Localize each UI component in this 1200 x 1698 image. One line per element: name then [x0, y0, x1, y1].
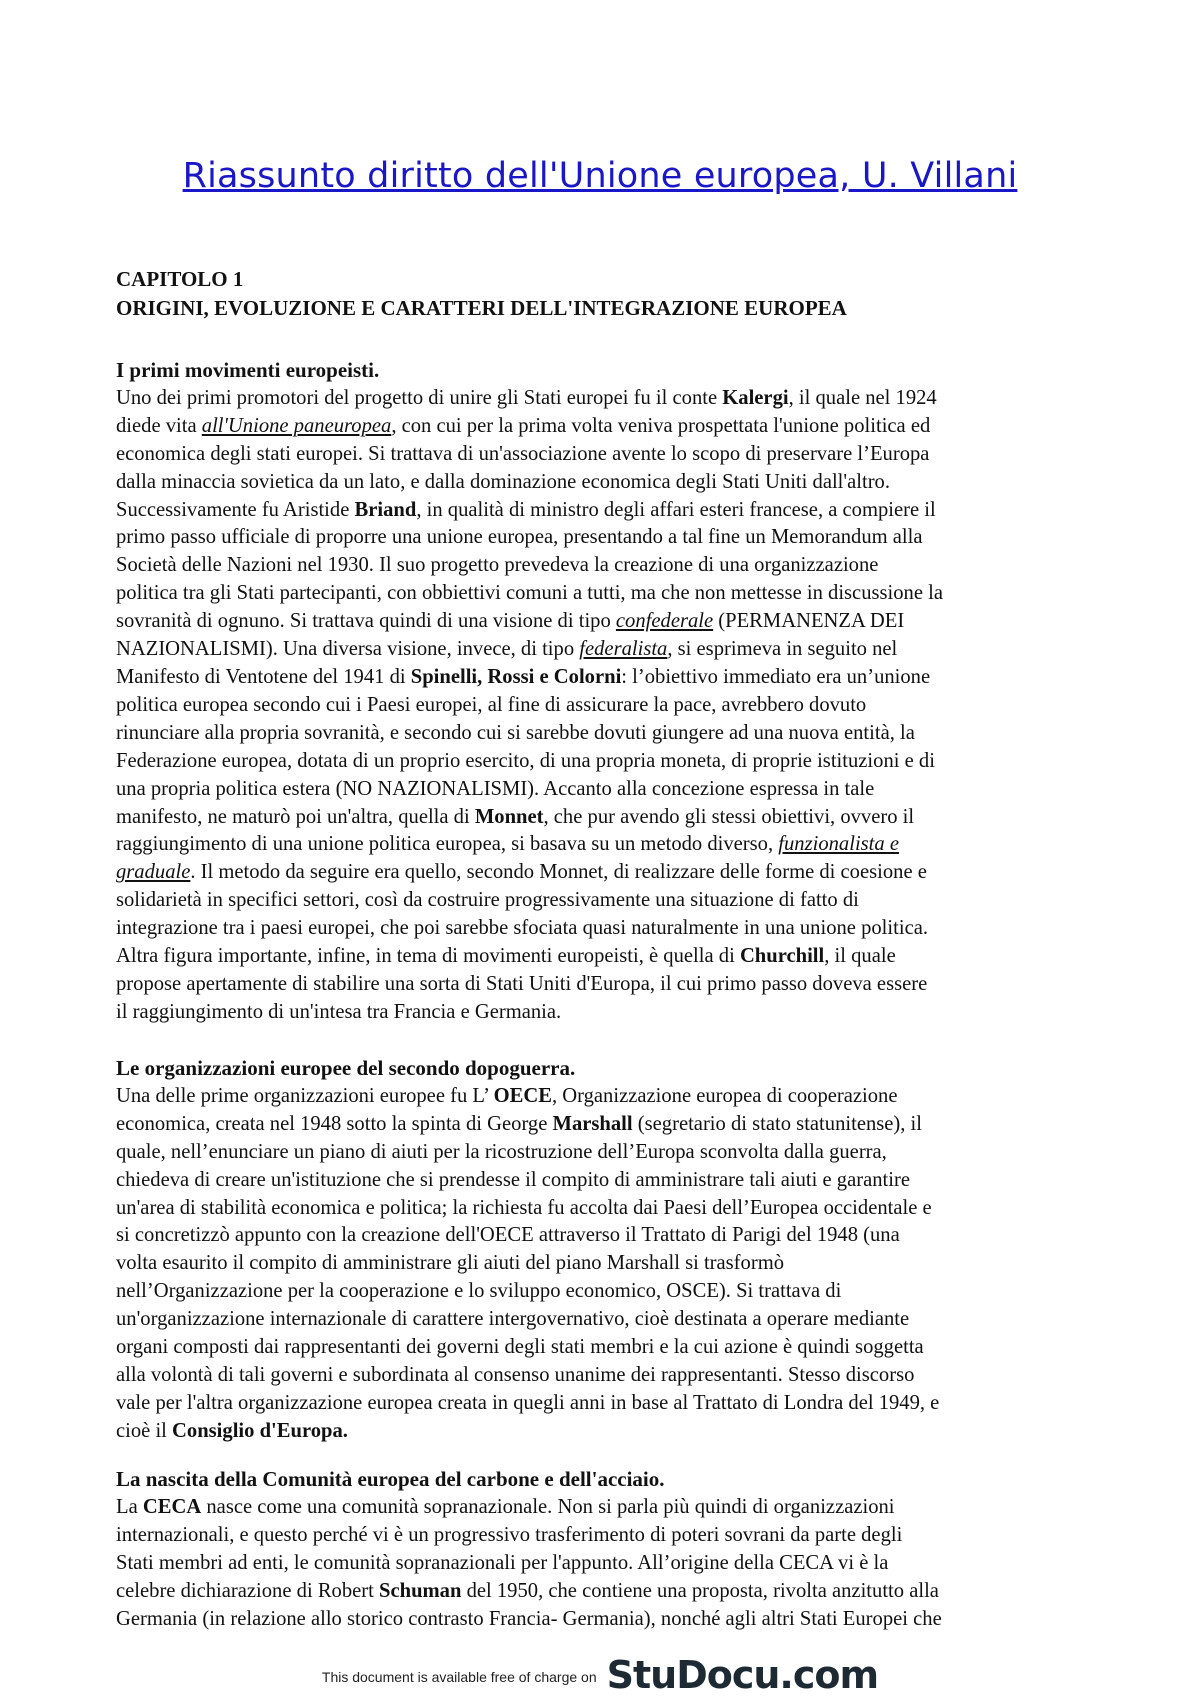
- text-line: [116, 441, 1096, 469]
- text-line: [116, 831, 1096, 859]
- emphasis-term: all'Unione paneuropea: [201, 414, 392, 437]
- text-run: La: [116, 1495, 143, 1518]
- text-line: [116, 859, 1096, 887]
- text-line: [116, 469, 1096, 497]
- text-line: [116, 1578, 1096, 1606]
- footer-text: This document is available free of charge on: [321, 1669, 597, 1685]
- text-run: , in qualità di ministro degli affari esteri francese, a compiere il: [416, 498, 936, 521]
- text-run: cioè il: [116, 1419, 173, 1442]
- text-run: Stati membri ad enti, le comunità sopranazionali per l'appunto. All’origine della CECA vi è la: [116, 1551, 889, 1574]
- text-line: [116, 580, 1096, 608]
- text-line: [116, 1522, 1096, 1550]
- text-run: Successivamente fu Aristide: [116, 498, 355, 521]
- section-nascita-ceca: [116, 1466, 1096, 1633]
- section-paragraph: [116, 385, 1096, 1027]
- text-line: [116, 413, 1096, 441]
- text-run: solidarietà in specifici settori, così da costruire progressivamente una situazione di fatto di: [116, 889, 859, 912]
- section-primi-movimenti: [116, 357, 1096, 1027]
- text-run: politica tra gli Stati partecipanti, con obbiettivi comuni a tutti, ma che non mettesse in discussione la: [116, 582, 943, 605]
- text-run: NAZIONALISMI). Una diversa visione, invece, di tipo: [116, 638, 580, 661]
- section-heading: I primi movimenti europeisti.: [116, 358, 380, 382]
- text-run: vale per l'altra organizzazione europea creata in quegli anni in base al Trattato di Londra del 1949, e: [116, 1391, 940, 1414]
- text-line: [116, 776, 1096, 804]
- text-run: , che pur avendo gli stessi obiettivi, ovvero il: [543, 805, 915, 828]
- text-run: propose apertamente di stabilire una sorta di Stati Uniti d'Europa, il cui primo passo doveva essere: [116, 972, 928, 995]
- text-run: celebre dichiarazione di Robert: [116, 1579, 380, 1602]
- text-run: . Il metodo da seguire era quello, secondo Monnet, di realizzare delle forme di coesione e: [190, 861, 927, 884]
- text-line: [116, 971, 1096, 999]
- text-line: [116, 1195, 1096, 1223]
- section-paragraph: [116, 1494, 1096, 1634]
- text-line: [116, 385, 1096, 413]
- text-run: nell’Organizzazione per la cooperazione e lo sviluppo economico, OSCE). Si trattava di: [116, 1280, 842, 1303]
- text-run: Uno dei primi promotori del progetto di unire gli Stati europei fu il conte: [116, 386, 723, 409]
- text-line: [116, 887, 1096, 915]
- text-run: sovranità di ognuno. Si trattava quindi di una visione di tipo: [116, 610, 616, 633]
- document-title[interactable]: Riassunto diritto dell'Unione europea, U. Villani: [182, 156, 1018, 196]
- text-run: integrazione tra i paesi europei, che poi sarebbe sfociata quasi naturalmente in una unione politica.: [116, 917, 928, 940]
- text-run: quale, nell’enunciare un piano di aiuti per la ricostruzione dell’Europa sconvolta dalla guerra,: [116, 1140, 887, 1163]
- studocu-logo[interactable]: StuDocu.com: [606, 1653, 879, 1697]
- footer-banner: [0, 1652, 1200, 1698]
- text-line: [116, 1606, 1096, 1634]
- text-line: [116, 943, 1096, 971]
- bold-term: Marshall: [552, 1112, 633, 1135]
- text-run: economica, creata nel 1948 sotto la spinta di George: [116, 1112, 553, 1135]
- text-line: [116, 1334, 1096, 1362]
- chapter-number: CAPITOLO 1: [116, 267, 244, 291]
- section-organizzazioni-europee: [116, 1055, 1096, 1446]
- text-run: diede vita: [116, 414, 202, 437]
- text-run: Società delle Nazioni nel 1930. Il suo progetto prevedeva la creazione di una organizzazione: [116, 554, 879, 577]
- text-line: [116, 1083, 1096, 1111]
- text-run: organi composti dai rappresentanti dei governi degli stati membri e la cui azione è quindi soggetta: [116, 1336, 924, 1359]
- text-run: , Organizzazione europea di cooperazione: [551, 1084, 898, 1107]
- text-line: [116, 552, 1096, 580]
- text-line: [116, 1306, 1096, 1334]
- text-line: [116, 1250, 1096, 1278]
- section-paragraph: [116, 1083, 1096, 1446]
- text-line: [116, 497, 1096, 525]
- chapter-heading: [116, 265, 1096, 323]
- text-run: chiedeva di creare un'istituzione che si prendesse il compito di amministrare tali aiuti e garantire: [116, 1168, 910, 1191]
- text-line: [116, 748, 1096, 776]
- text-line: [116, 1550, 1096, 1578]
- text-line: [116, 1390, 1096, 1418]
- text-line: [116, 1139, 1096, 1167]
- emphasis-term: federalista: [579, 638, 668, 661]
- text-run: un'organizzazione internazionale di carattere intergovernativo, cioè destinata a operare mediante: [116, 1308, 910, 1331]
- text-run: , con cui per la prima volta veniva prospettata l'unione politica ed: [391, 414, 931, 437]
- text-line: [116, 1362, 1096, 1390]
- text-run: manifesto, ne maturò poi un'altra, quella di: [116, 805, 475, 828]
- text-run: dalla minaccia sovietica da un lato, e dalla dominazione economica degli Stati Uniti dall'altro.: [116, 470, 890, 493]
- bold-term: Briand: [354, 498, 417, 521]
- text-run: una propria politica estera (NO NAZIONALISMI). Accanto alla concezione espressa in tale: [116, 777, 875, 800]
- text-run: Manifesto di Ventotene del 1941 di: [116, 665, 411, 688]
- text-line: [116, 636, 1096, 664]
- text-run: , il quale nel 1924: [788, 386, 937, 409]
- bold-term: Consiglio d'Europa.: [172, 1419, 348, 1442]
- bold-term: Schuman: [379, 1579, 462, 1602]
- text-run: Federazione europea, dotata di un proprio esercito, di una propria moneta, di proprie istituzioni e di: [116, 749, 935, 772]
- text-run: primo passo ufficiale di proporre una unione europea, presentando a tal fine un Memorandum alla: [116, 526, 923, 549]
- text-run: : l’obiettivo immediato era un’unione: [621, 665, 931, 688]
- text-run: rinunciare alla propria sovranità, e secondo cui si sarebbe dovuti giungere ad una nuova entità, la: [116, 721, 915, 744]
- text-run: , il quale: [824, 945, 896, 968]
- emphasis-term: funzionalista e: [778, 833, 899, 856]
- bold-term: Kalergi: [722, 386, 789, 409]
- text-line: [116, 664, 1096, 692]
- text-run: Altra figura importante, infine, in tema di movimenti europeisti, è quella di: [116, 945, 740, 968]
- bold-term: Spinelli, Rossi e Colorni: [410, 665, 622, 688]
- text-run: politica europea secondo cui i Paesi europei, al fine di assicurare la pace, avrebbero dovuto: [116, 693, 867, 716]
- text-run: il raggiungimento di un'intesa tra Francia e Germania.: [116, 1000, 562, 1023]
- text-run: (PERMANENZA DEI: [713, 610, 905, 633]
- text-run: si concretizzò appunto con la creazione dell'OECE attraverso il Trattato di Parigi del 1948 (una: [116, 1224, 900, 1247]
- text-run: economica degli stati europei. Si trattava di un'associazione avente lo scopo di preservare l’Europa: [116, 442, 930, 465]
- text-run: Germania (in relazione allo storico contrasto Francia- Germania), nonché agli altri Stati Europei che: [116, 1607, 942, 1630]
- text-line: [116, 1278, 1096, 1306]
- bold-term: OECE: [493, 1084, 552, 1107]
- section-heading: Le organizzazioni europee del secondo dopoguerra.: [116, 1056, 576, 1080]
- text-line: [116, 999, 1096, 1027]
- bold-term: Monnet: [474, 805, 544, 828]
- text-line: [116, 1222, 1096, 1250]
- text-run: del 1950, che contiene una proposta, rivolta anzitutto alla: [461, 1579, 939, 1602]
- text-line: [116, 608, 1096, 636]
- text-run: raggiungimento di una unione politica europea, si basava su un metodo diverso,: [116, 833, 779, 856]
- text-line: [116, 1167, 1096, 1195]
- section-heading: La nascita della Comunità europea del carbone e dell'acciaio.: [116, 1467, 665, 1491]
- text-line: [116, 804, 1096, 832]
- text-line: [116, 720, 1096, 748]
- text-line: [116, 524, 1096, 552]
- text-run: un'area di stabilità economica e politica; la richiesta fu accolta dai Paesi dell’Europea occidentale e: [116, 1196, 932, 1219]
- chapter-title: ORIGINI, EVOLUZIONE E CARATTERI DELL'INTEGRAZIONE EUROPEA: [116, 296, 847, 320]
- text-run: , si esprimeva in seguito nel: [667, 638, 898, 661]
- text-run: internazionali, e questo perché vi è un progressivo trasferimento di poteri sovrani da parte degli: [116, 1523, 903, 1546]
- text-run: alla volontà di tali governi e subordinata al consenso unanime dei rappresentanti. Stesso discorso: [116, 1363, 915, 1386]
- text-line: [116, 1418, 1096, 1446]
- bold-term: CECA: [142, 1495, 202, 1518]
- text-run: Una delle prime organizzazioni europee fu L’: [116, 1084, 494, 1107]
- text-run: nasce come una comunità sopranazionale. Non si parla più quindi di organizzazioni: [201, 1495, 895, 1518]
- text-line: [116, 692, 1096, 720]
- text-line: [116, 1111, 1096, 1139]
- text-line: [116, 1494, 1096, 1522]
- text-run: volta esaurito il compito di amministrare gli aiuti del piano Marshall si trasformò: [116, 1252, 785, 1275]
- bold-term: Churchill: [739, 945, 825, 968]
- emphasis-term: graduale: [116, 861, 191, 884]
- text-run: (segretario di stato statunitense), il: [632, 1112, 923, 1135]
- text-line: [116, 915, 1096, 943]
- emphasis-term: confederale: [615, 610, 714, 633]
